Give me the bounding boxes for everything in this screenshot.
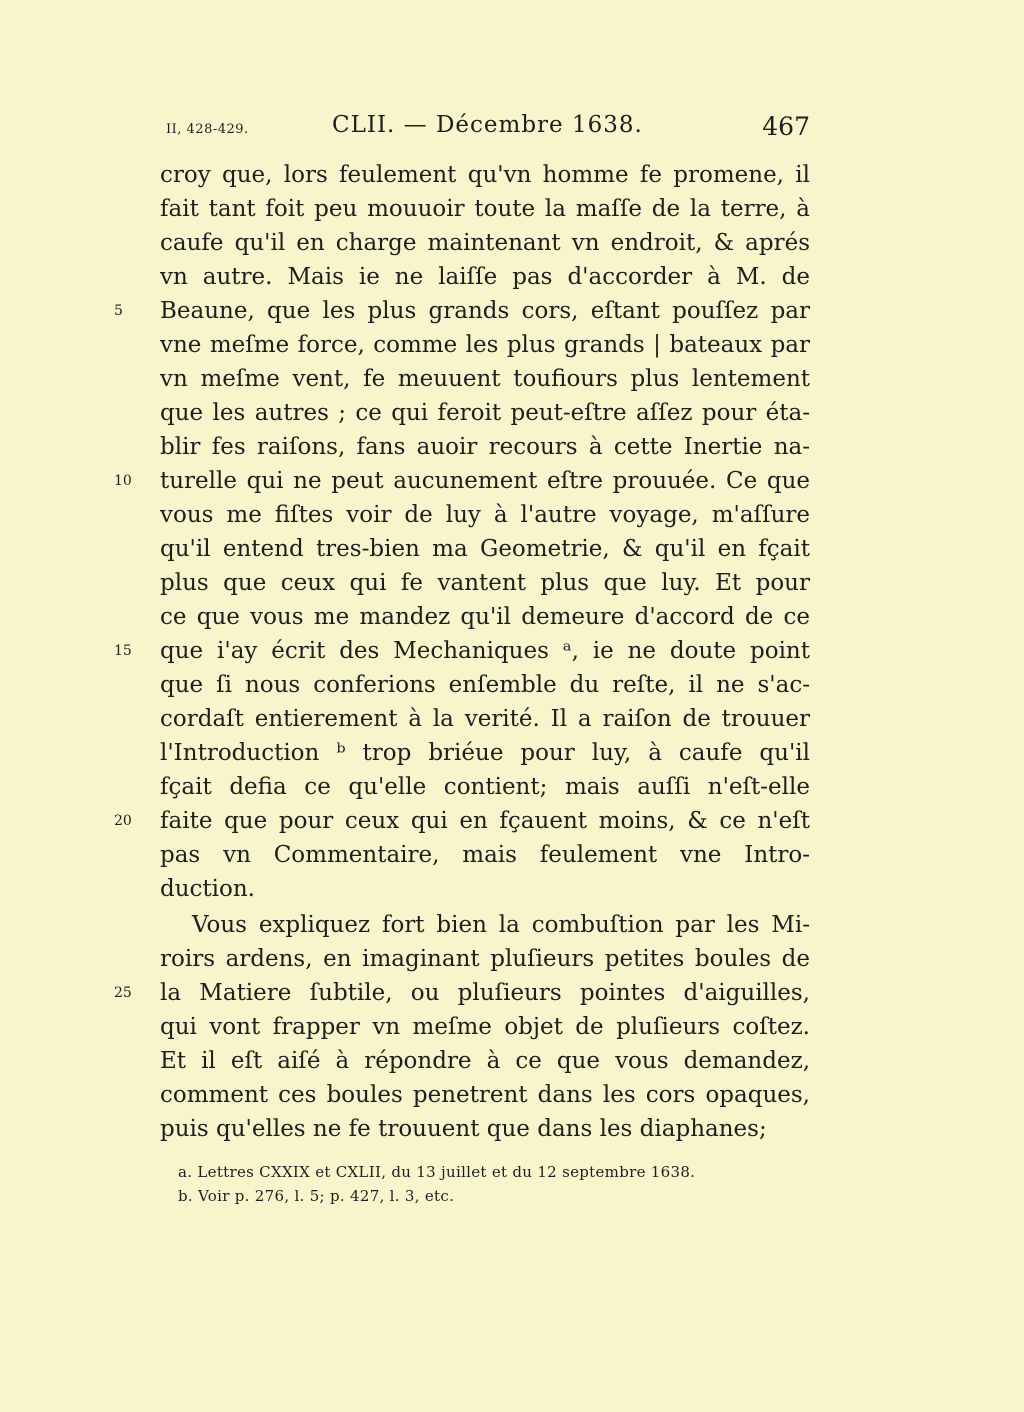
line-text: turelle qui ne peut aucunement eſtre prouuée. Ce que	[160, 468, 810, 494]
text-line	[160, 702, 810, 736]
text-line	[160, 770, 810, 804]
line-text: croy que, lors feulement qu'vn homme fe promene, il	[160, 162, 810, 188]
text-line	[114, 976, 810, 1010]
line-text: vous me fiſtes voir de luy à l'autre voyage, m'aſſure	[160, 502, 810, 528]
line-text: vn autre. Mais ie ne laiſſe pas d'accorder à M. de	[160, 264, 810, 290]
edition-reference: II, 428-429.	[166, 122, 249, 137]
text-line	[160, 498, 810, 532]
paragraph	[114, 158, 810, 906]
line-text: pas vn Commentaire, mais feulement vne Intro-	[160, 842, 810, 868]
page-number: 467	[762, 112, 810, 141]
text-line	[160, 566, 810, 600]
line-text: que les autres ; ce qui feroit peut-eſtre aſſez pour éta-	[160, 400, 810, 426]
text-line	[160, 1010, 810, 1044]
text-line	[160, 396, 810, 430]
text-line	[160, 430, 810, 464]
text-line	[160, 600, 810, 634]
text-line	[160, 362, 810, 396]
line-text: Et il eſt aiſé à répondre à ce que vous demandez,	[160, 1048, 810, 1074]
footnotes	[178, 1160, 798, 1208]
text-line	[114, 634, 810, 668]
line-text: cordaſt entierement à la verité. Il a raiſon de trouuer	[160, 706, 810, 732]
text-line	[160, 942, 810, 976]
footnote-b: b. Voir p. 276, l. 5; p. 427, l. 3, etc.	[178, 1187, 455, 1205]
line-text: plus que ceux qui fe vantent plus que luy. Et pour	[160, 570, 810, 596]
line-text: qui vont frapper vn meſme objet de pluſieurs coſtez.	[160, 1014, 810, 1040]
letter-heading: CLII. — Décembre 1638.	[332, 112, 643, 138]
line-number: 5	[114, 303, 123, 319]
text-line	[160, 838, 810, 872]
line-text: fait tant foit peu mouuoir toute la maſſe de la terre, à	[160, 196, 810, 222]
line-text: l'Introduction ᵇ trop briéue pour luy, à caufe qu'il	[160, 740, 810, 766]
running-head	[0, 112, 1024, 152]
line-text: blir fes raiſons, fans auoir recours à cette Inertie na-	[160, 434, 810, 460]
line-text: Beaune, que les plus grands cors, eſtant pouſſez par	[160, 298, 810, 324]
text-line	[160, 158, 810, 192]
line-text: caufe qu'il en charge maintenant vn endroit, & aprés	[160, 230, 810, 256]
line-text: duction.	[160, 876, 255, 902]
line-text: vn meſme vent, fe meuuent toufiours plus lentement	[160, 366, 810, 392]
text-line	[160, 1044, 810, 1078]
text-line	[114, 464, 810, 498]
text-line	[160, 872, 810, 906]
line-number: 20	[114, 813, 132, 829]
line-text: roirs ardens, en imaginant pluſieurs petites boules de	[160, 946, 810, 972]
body-text	[114, 158, 810, 1146]
line-text: la Matiere ſubtile, ou pluſieurs pointes d'aiguilles,	[160, 980, 810, 1006]
line-text: faite que pour ceux qui en fçauent moins, & ce n'eſt	[160, 808, 810, 834]
line-number: 15	[114, 643, 132, 659]
text-line	[160, 908, 810, 942]
text-line	[114, 294, 810, 328]
text-line	[160, 1112, 810, 1146]
line-text: Vous expliquez fort bien la combuſtion par les Mi-	[192, 912, 810, 938]
text-line	[160, 226, 810, 260]
line-text: ce que vous me mandez qu'il demeure d'accord de ce	[160, 604, 810, 630]
text-line	[160, 328, 810, 362]
text-line	[160, 192, 810, 226]
text-line	[114, 804, 810, 838]
text-line	[160, 736, 810, 770]
text-line	[160, 532, 810, 566]
text-line	[160, 668, 810, 702]
line-text: comment ces boules penetrent dans les cors opaques,	[160, 1082, 810, 1108]
text-line	[160, 260, 810, 294]
line-text: vne meſme force, comme les plus grands | bateaux par	[160, 332, 810, 358]
line-text: que ſi nous conferions enſemble du reſte, il ne s'ac-	[160, 672, 810, 698]
line-number: 25	[114, 985, 132, 1001]
line-text: qu'il entend tres-bien ma Geometrie, & qu'il en fçait	[160, 536, 810, 562]
line-number: 10	[114, 473, 132, 489]
line-text: fçait defia ce qu'elle contient; mais auſſi n'eſt-elle	[160, 774, 810, 800]
line-text: que i'ay écrit des Mechaniques ᵃ, ie ne doute point	[160, 638, 810, 664]
text-line	[160, 1078, 810, 1112]
paragraph	[114, 908, 810, 1146]
footnote-a: a. Lettres CXXIX et CXLII, du 13 juillet et du 12 septembre 1638.	[178, 1163, 696, 1181]
line-text: puis qu'elles ne fe trouuent que dans les diaphanes;	[160, 1116, 767, 1142]
